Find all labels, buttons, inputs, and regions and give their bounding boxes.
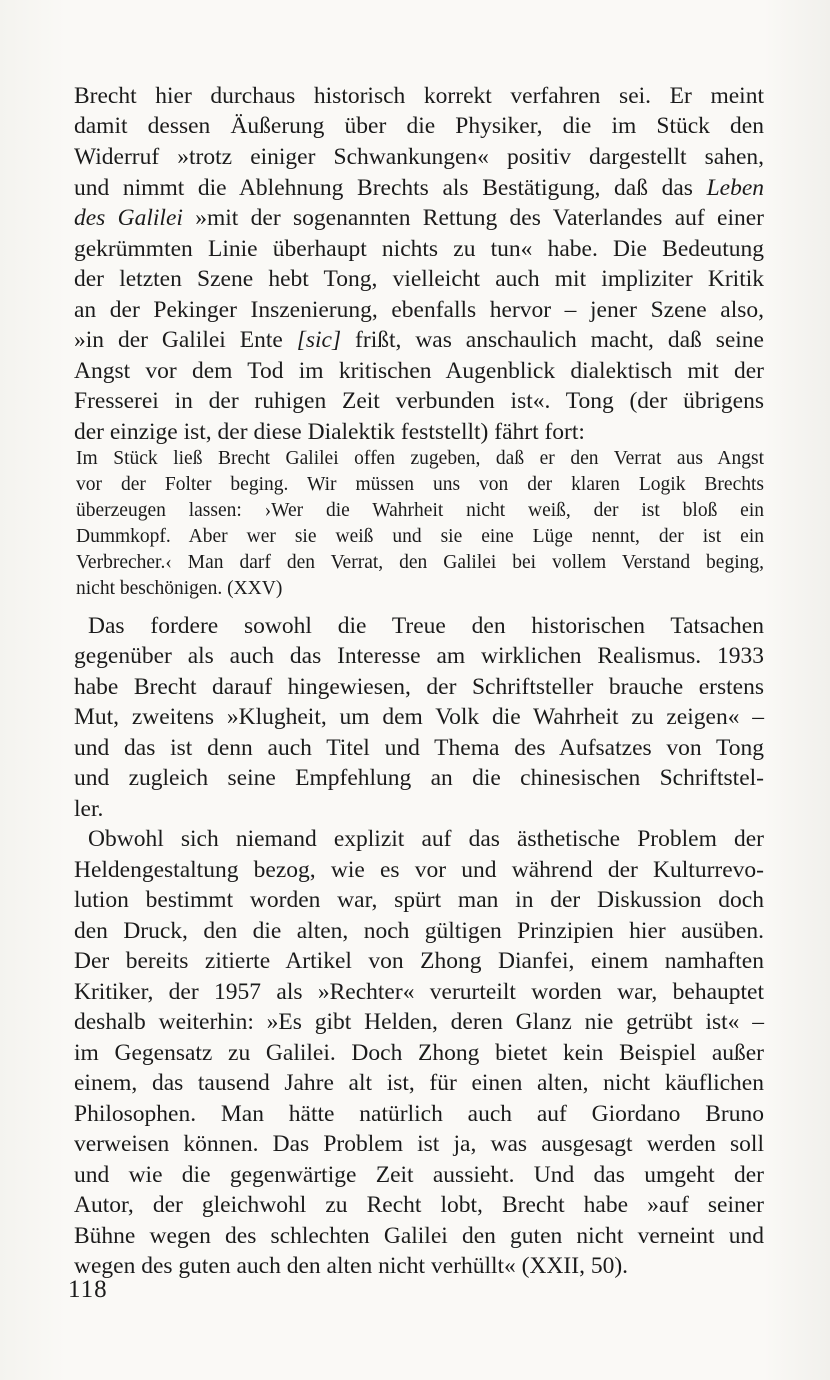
text-line: im Gegensatz zu Galilei. Doch Zhong bietet kein Beispiel außer bbox=[74, 1040, 764, 1066]
text-line: gekrümmten Linie überhaupt nichts zu tun« habe. Die Bedeutung bbox=[74, 236, 764, 262]
text-line: Fresserei in der ruhigen Zeit verbunden ist«. Tong (der übrigens bbox=[74, 388, 764, 414]
text-line: Bühne wegen des schlechten Galilei den guten nicht verneint und bbox=[74, 1223, 764, 1249]
text-line: des Galilei »mit der sogenannten Rettung des Vaterlandes auf einer bbox=[74, 205, 764, 231]
block-quote-line: Verbrecher.‹ Man darf den Verrat, den Galilei bei vollem Verstand beging, bbox=[76, 552, 764, 573]
text-line: und wie die gegenwärtige Zeit aussieht. Und das umgeht der bbox=[74, 1162, 764, 1188]
text-line: den Druck, den die alten, noch gültigen Prinzipien hier ausüben. bbox=[74, 918, 764, 944]
text-line: an der Pekinger Inszenierung, ebenfalls hervor – jener Szene also, bbox=[74, 297, 764, 323]
text-line: Philosophen. Man hätte natürlich auch auf Giordano Bruno bbox=[74, 1101, 764, 1127]
text-line: Der bereits zitierte Artikel von Zhong Dianfei, einem namhaften bbox=[74, 948, 764, 974]
text-line: ler. bbox=[74, 796, 104, 822]
text-line: gegenüber als auch das Interesse am wirklichen Realismus. 1933 bbox=[74, 643, 764, 669]
text-line: Heldengestaltung bezog, wie es vor und während der Kulturrevo- bbox=[74, 857, 764, 883]
text-line: und das ist denn auch Titel und Thema des Aufsatzes von Tong bbox=[74, 735, 764, 761]
text-line: damit dessen Äußerung über die Physiker, die im Stück den bbox=[74, 113, 764, 139]
page-number: 118 bbox=[68, 1276, 108, 1303]
text-line: »in der Galilei Ente [sic] frißt, was anschaulich macht, daß seine bbox=[74, 327, 764, 353]
text-line: und zugleich seine Empfehlung an die chinesischen Schriftstel- bbox=[74, 765, 764, 791]
text-line: verweisen können. Das Problem ist ja, was ausgesagt werden soll bbox=[74, 1131, 764, 1157]
text-line: der einzige ist, der diese Dialektik feststellt) fährt fort: bbox=[74, 419, 585, 445]
block-quote-line: Im Stück ließ Brecht Galilei offen zugeben, daß er den Verrat aus Angst bbox=[76, 448, 764, 469]
text-line: Widerruf »trotz einiger Schwankungen« positiv dargestellt sahen, bbox=[74, 144, 764, 170]
text-line: Das fordere sowohl die Treue den historischen Tatsachen bbox=[88, 613, 764, 639]
text-line: deshalb weiterhin: »Es gibt Helden, deren Glanz nie getrübt ist« – bbox=[74, 1009, 764, 1035]
text-line: und nimmt die Ablehnung Brechts als Bestätigung, daß das Leben bbox=[74, 175, 764, 201]
block-quote-line: nicht beschönigen. (XXV) bbox=[76, 578, 283, 599]
text-line: wegen des guten auch den alten nicht verhüllt« (XXII, 50). bbox=[74, 1253, 629, 1279]
block-quote-line: überzeugen lassen: ›Wer die Wahrheit nicht weiß, der ist bloß ein bbox=[76, 500, 764, 521]
text-line: Kritiker, der 1957 als »Rechter« verurteilt worden war, behauptet bbox=[74, 979, 764, 1005]
text-line: habe Brecht darauf hingewiesen, der Schriftsteller brauche erstens bbox=[74, 674, 764, 700]
text-line: lution bestimmt worden war, spürt man in der Diskussion doch bbox=[74, 887, 764, 913]
text-line: Obwohl sich niemand explizit auf das ästhetische Problem der bbox=[88, 826, 764, 852]
block-quote-line: Dummkopf. Aber wer sie weiß und sie eine Lüge nennt, der ist ein bbox=[76, 526, 764, 547]
text-line: Brecht hier durchaus historisch korrekt verfahren sei. Er meint bbox=[74, 83, 764, 109]
text-line: Autor, der gleichwohl zu Recht lobt, Brecht habe »auf seiner bbox=[74, 1192, 764, 1218]
text-line: der letzten Szene hebt Tong, vielleicht auch mit impliziter Kritik bbox=[74, 266, 764, 292]
text-line: Angst vor dem Tod im kritischen Augenblick dialektisch mit der bbox=[74, 358, 764, 384]
text-line: Mut, zweitens »Klugheit, um dem Volk die Wahrheit zu zeigen« – bbox=[74, 704, 764, 730]
text-line: einem, das tausend Jahre alt ist, für einen alten, nicht käuflichen bbox=[74, 1070, 764, 1096]
block-quote-line: vor der Folter beging. Wir müssen uns von der klaren Logik Brechts bbox=[76, 474, 764, 495]
